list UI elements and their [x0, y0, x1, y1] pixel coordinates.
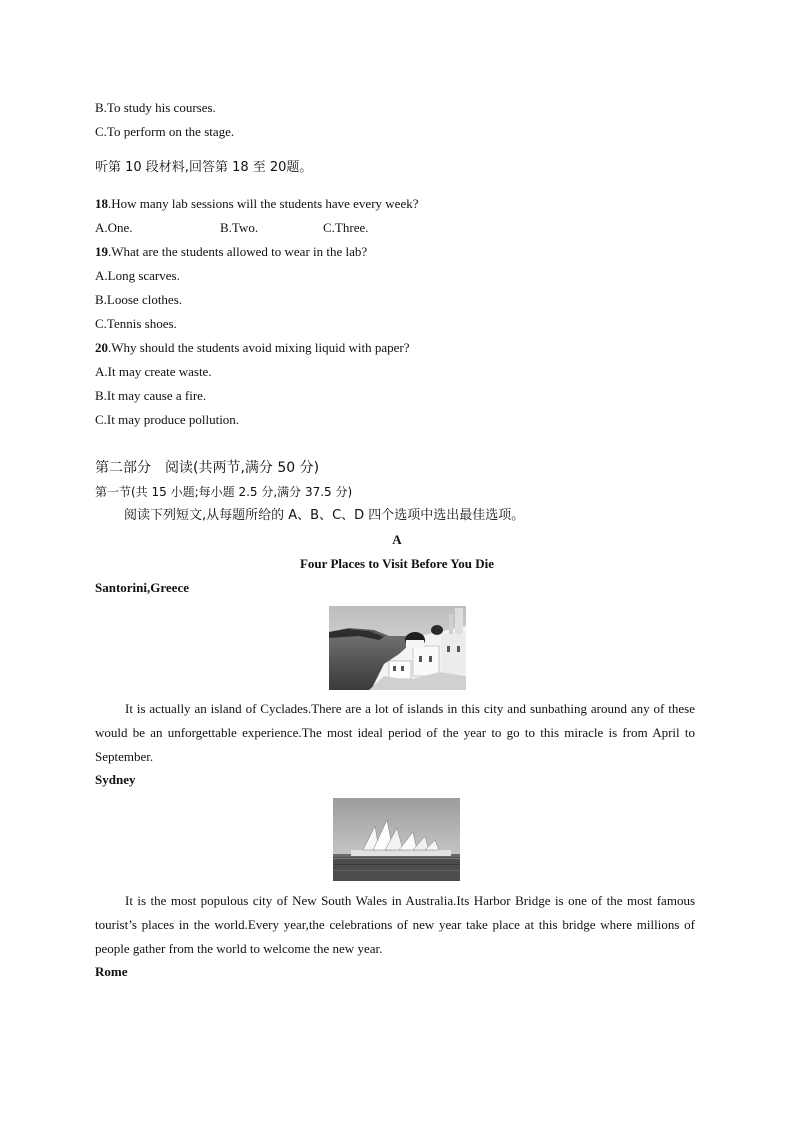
- section-10-instruction: 听第 10 段材料,回答第 18 至 20题。: [95, 160, 313, 175]
- q19-option-b: B.Loose clothes.: [95, 292, 183, 307]
- question-18: [95, 195, 418, 213]
- question-text: .Why should the students avoid mixing liquid with paper?: [108, 340, 410, 355]
- sydney-paragraph: It is the most populous city of New South Wales in Australia.Its Harbor Bridge is one of the most famous tourist’s places in the world.Every year,the celebrations of new year take place at this bridge where millions of people gather from the world to welcome the new year.: [95, 893, 695, 956]
- place-heading-rome: Rome: [95, 964, 128, 979]
- passage-letter: A: [392, 532, 402, 547]
- q18-option-b: B.Two.: [220, 220, 259, 235]
- sydney-opera-house-photo: [333, 798, 460, 881]
- q20-option-b: B.It may cause a fire.: [95, 388, 207, 403]
- q20-option-c: C.It may produce pollution.: [95, 412, 240, 427]
- question-number: 18: [95, 196, 108, 211]
- q18-option-a: A.One.: [95, 220, 133, 235]
- question-19: [95, 243, 367, 261]
- q19-option-c: C.Tennis shoes.: [95, 316, 177, 331]
- q18-option-c: C.Three.: [323, 220, 369, 235]
- passage-title: Four Places to Visit Before You Die: [299, 556, 494, 571]
- question-number: 19: [95, 244, 108, 259]
- place-heading-sydney: Sydney: [95, 772, 136, 787]
- question-number: 20: [95, 340, 108, 355]
- reading-instruction: 阅读下列短文,从每题所给的 A、B、C、D 四个选项中选出最佳选项。: [124, 508, 525, 523]
- q20-option-a: A.It may create waste.: [95, 364, 212, 379]
- question-20: [95, 339, 410, 357]
- section-1-title: 第一节(共 15 小题;每小题 2.5 分,满分 37.5 分): [95, 485, 353, 499]
- santorini-photo: [329, 606, 466, 690]
- question-text: .What are the students allowed to wear in the lab?: [108, 244, 368, 259]
- q17-option-b: B.To study his courses.: [95, 100, 216, 115]
- q17-option-c: C.To perform on the stage.: [95, 124, 235, 139]
- santorini-paragraph: It is actually an island of Cyclades.There are a lot of islands in this city and sunbathing around any of these would be an unforgettable experience.The most ideal period of the year to go to this miracle is from April to September.: [95, 701, 695, 764]
- place-heading-santorini: Santorini,Greece: [95, 580, 189, 595]
- part-2-title: 第二部分 阅读(共两节,满分 50 分): [95, 460, 320, 476]
- question-text: .How many lab sessions will the students have every week?: [108, 196, 419, 211]
- q19-option-a: A.Long scarves.: [95, 268, 180, 283]
